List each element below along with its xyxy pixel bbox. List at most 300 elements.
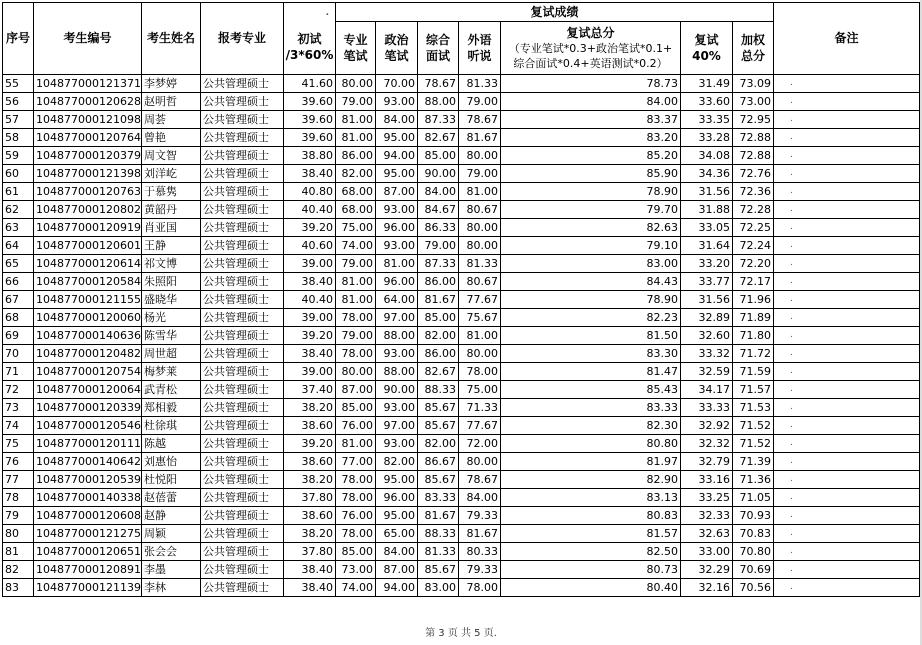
cell-pol: 93.00 <box>375 398 417 416</box>
cell-exam-no: 104877000120754 <box>34 362 142 380</box>
cell-exam-no: 104877000120891 <box>34 560 142 578</box>
cell-pol: 88.00 <box>375 362 417 380</box>
cell-weighted: 72.88 <box>732 128 773 146</box>
cell-pol: 70.00 <box>375 74 417 92</box>
cell-pol: 95.00 <box>375 164 417 182</box>
cell-pol: 96.00 <box>375 272 417 290</box>
cell-initial: 38.20 <box>283 524 335 542</box>
cell-initial: 40.60 <box>283 236 335 254</box>
cell-exam-no: 104877000121139 <box>34 578 142 596</box>
cell-comp: 82.00 <box>417 434 458 452</box>
cell-exam-no: 104877000120608 <box>34 506 142 524</box>
cell-pol: 95.00 <box>375 506 417 524</box>
cell-major: 公共管理硕士 <box>200 164 283 182</box>
cell-total: 83.37 <box>500 110 680 128</box>
cell-prof: 87.00 <box>335 380 375 398</box>
cell-weighted: 71.39 <box>732 452 773 470</box>
cell-prof: 85.00 <box>335 542 375 560</box>
cell-lang: 80.00 <box>458 218 500 236</box>
cell-remark: . <box>773 182 919 200</box>
cell-initial: 38.60 <box>283 416 335 434</box>
cell-pol: 94.00 <box>375 578 417 596</box>
cell-lang: 78.67 <box>458 110 500 128</box>
header-total-formula2: 综合面试*0.4+英语测试*0.2） <box>513 56 668 70</box>
table-row <box>3 110 920 128</box>
cell-lang: 78.00 <box>458 578 500 596</box>
cell-exam-no: 104877000121398 <box>34 164 142 182</box>
cell-remark: . <box>773 308 919 326</box>
cell-retest40: 32.89 <box>680 308 732 326</box>
cell-exam-no: 104877000140636 <box>34 326 142 344</box>
cell-weighted: 70.83 <box>732 524 773 542</box>
score-table <box>2 2 920 597</box>
cell-exam-no: 104877000120802 <box>34 200 142 218</box>
cell-prof: 82.00 <box>335 164 375 182</box>
header-weighted-line1: 加权 <box>740 32 765 47</box>
cell-retest40: 32.92 <box>680 416 732 434</box>
cell-prof: 68.00 <box>335 200 375 218</box>
cell-weighted: 73.00 <box>732 92 773 110</box>
cell-total: 83.33 <box>500 398 680 416</box>
header-initial-line1: 初试 <box>297 32 322 47</box>
cell-prof: 78.00 <box>335 344 375 362</box>
cell-retest40: 33.28 <box>680 128 732 146</box>
cell-seq: 70 <box>3 344 34 362</box>
cell-weighted: 71.57 <box>732 380 773 398</box>
cell-comp: 81.67 <box>417 290 458 308</box>
cell-remark: . <box>773 272 919 290</box>
table-row <box>3 470 920 488</box>
table-row <box>3 524 920 542</box>
cell-major: 公共管理硕士 <box>200 200 283 218</box>
cell-name: 陈越 <box>141 434 200 452</box>
cell-seq: 72 <box>3 380 34 398</box>
cell-remark: . <box>773 416 919 434</box>
table-row <box>3 434 920 452</box>
cell-total: 81.57 <box>500 524 680 542</box>
cell-initial: 38.40 <box>283 272 335 290</box>
header-weighted <box>732 21 773 74</box>
cell-name: 张会会 <box>141 542 200 560</box>
cell-pol: 65.00 <box>375 524 417 542</box>
cell-exam-no: 104877000120651 <box>34 542 142 560</box>
cell-seq: 60 <box>3 164 34 182</box>
cell-prof: 81.00 <box>335 434 375 452</box>
table-row <box>3 182 920 200</box>
cell-lang: 79.33 <box>458 560 500 578</box>
cell-exam-no: 104877000121275 <box>34 524 142 542</box>
cell-prof: 76.00 <box>335 506 375 524</box>
cell-name: 陈雪华 <box>141 326 200 344</box>
cell-comp: 84.00 <box>417 182 458 200</box>
cell-exam-no: 104877000121098 <box>34 110 142 128</box>
cell-remark: . <box>773 128 919 146</box>
cell-name: 李林 <box>141 578 200 596</box>
cell-name: 刘惠怡 <box>141 452 200 470</box>
cell-retest40: 32.29 <box>680 560 732 578</box>
cell-retest40: 33.32 <box>680 344 732 362</box>
cell-weighted: 71.72 <box>732 344 773 362</box>
cell-major: 公共管理硕士 <box>200 380 283 398</box>
cell-seq: 61 <box>3 182 34 200</box>
cell-weighted: 72.95 <box>732 110 773 128</box>
cell-lang: 77.67 <box>458 416 500 434</box>
cell-remark: . <box>773 236 919 254</box>
cell-total: 80.73 <box>500 560 680 578</box>
header-blank-mark: . <box>283 3 335 22</box>
cell-total: 83.00 <box>500 254 680 272</box>
cell-retest40: 33.35 <box>680 110 732 128</box>
cell-prof: 79.00 <box>335 92 375 110</box>
cell-major: 公共管理硕士 <box>200 290 283 308</box>
header-initial <box>283 21 335 74</box>
header-lang-line2: 听说 <box>467 48 492 63</box>
cell-comp: 88.33 <box>417 380 458 398</box>
cell-prof: 81.00 <box>335 128 375 146</box>
cell-seq: 80 <box>3 524 34 542</box>
cell-retest40: 32.63 <box>680 524 732 542</box>
cell-initial: 39.00 <box>283 254 335 272</box>
cell-seq: 76 <box>3 452 34 470</box>
page-footer: 第 3 页 共 5 页. <box>425 628 497 639</box>
cell-seq: 59 <box>3 146 34 164</box>
cell-major: 公共管理硕士 <box>200 128 283 146</box>
cell-retest40: 33.25 <box>680 488 732 506</box>
cell-name: 赵明哲 <box>141 92 200 110</box>
header-retest40-line2: 40% <box>692 48 721 63</box>
cell-remark: . <box>773 326 919 344</box>
cell-pol: 97.00 <box>375 416 417 434</box>
cell-prof: 68.00 <box>335 182 375 200</box>
cell-retest40: 32.16 <box>680 578 732 596</box>
cell-pol: 87.00 <box>375 560 417 578</box>
cell-weighted: 71.52 <box>732 434 773 452</box>
cell-name: 梅梦莱 <box>141 362 200 380</box>
cell-weighted: 71.89 <box>732 308 773 326</box>
header-pol-line1: 政治 <box>384 32 409 47</box>
table-row <box>3 362 920 380</box>
cell-comp: 85.00 <box>417 146 458 164</box>
cell-seq: 67 <box>3 290 34 308</box>
table-row <box>3 506 920 524</box>
cell-major: 公共管理硕士 <box>200 488 283 506</box>
cell-initial: 39.20 <box>283 326 335 344</box>
cell-seq: 56 <box>3 92 34 110</box>
cell-initial: 39.00 <box>283 308 335 326</box>
header-comp-line2: 面试 <box>425 48 450 63</box>
cell-remark: . <box>773 164 919 182</box>
cell-comp: 87.33 <box>417 110 458 128</box>
cell-lang: 80.33 <box>458 542 500 560</box>
cell-major: 公共管理硕士 <box>200 542 283 560</box>
cell-seq: 78 <box>3 488 34 506</box>
cell-name: 周颖 <box>141 524 200 542</box>
cell-initial: 37.40 <box>283 380 335 398</box>
cell-pol: 93.00 <box>375 344 417 362</box>
cell-major: 公共管理硕士 <box>200 92 283 110</box>
header-weighted-line2: 总分 <box>740 48 765 63</box>
cell-prof: 79.00 <box>335 254 375 272</box>
cell-retest40: 31.49 <box>680 74 732 92</box>
table-row <box>3 488 920 506</box>
cell-lang: 75.67 <box>458 308 500 326</box>
cell-comp: 85.67 <box>417 398 458 416</box>
cell-retest40: 31.88 <box>680 200 732 218</box>
cell-lang: 72.00 <box>458 434 500 452</box>
cell-lang: 80.00 <box>458 344 500 362</box>
header-name: 考生姓名 <box>141 3 200 75</box>
cell-remark: . <box>773 254 919 272</box>
cell-weighted: 72.36 <box>732 182 773 200</box>
cell-total: 82.30 <box>500 416 680 434</box>
cell-total: 78.73 <box>500 74 680 92</box>
cell-seq: 55 <box>3 74 34 92</box>
table-row <box>3 308 920 326</box>
cell-exam-no: 104877000120482 <box>34 344 142 362</box>
cell-initial: 38.40 <box>283 164 335 182</box>
cell-lang: 81.67 <box>458 128 500 146</box>
cell-seq: 75 <box>3 434 34 452</box>
cell-retest40: 34.36 <box>680 164 732 182</box>
table-row <box>3 542 920 560</box>
header-prof <box>335 21 375 74</box>
cell-name: 黄韶丹 <box>141 200 200 218</box>
cell-exam-no: 104877000120628 <box>34 92 142 110</box>
cell-total: 81.97 <box>500 452 680 470</box>
cell-seq: 83 <box>3 578 34 596</box>
cell-total: 79.70 <box>500 200 680 218</box>
cell-exam-no: 104877000120111 <box>34 434 142 452</box>
cell-comp: 85.67 <box>417 416 458 434</box>
cell-initial: 39.20 <box>283 218 335 236</box>
cell-prof: 85.00 <box>335 398 375 416</box>
cell-name: 郑相毅 <box>141 398 200 416</box>
header-seq: 序号 <box>3 3 34 75</box>
cell-pol: 93.00 <box>375 434 417 452</box>
cell-weighted: 72.76 <box>732 164 773 182</box>
cell-total: 83.13 <box>500 488 680 506</box>
table-row <box>3 200 920 218</box>
cell-lang: 84.00 <box>458 488 500 506</box>
cell-weighted: 72.88 <box>732 146 773 164</box>
cell-lang: 80.67 <box>458 272 500 290</box>
cell-prof: 74.00 <box>335 236 375 254</box>
cell-exam-no: 104877000120539 <box>34 470 142 488</box>
cell-weighted: 70.56 <box>732 578 773 596</box>
cell-exam-no: 104877000120584 <box>34 272 142 290</box>
cell-lang: 80.00 <box>458 452 500 470</box>
cell-retest40: 33.77 <box>680 272 732 290</box>
cell-total: 85.43 <box>500 380 680 398</box>
cell-initial: 38.60 <box>283 506 335 524</box>
cell-initial: 40.80 <box>283 182 335 200</box>
cell-weighted: 71.05 <box>732 488 773 506</box>
cell-exam-no: 104877000120546 <box>34 416 142 434</box>
cell-weighted: 72.20 <box>732 254 773 272</box>
cell-total: 84.43 <box>500 272 680 290</box>
cell-lang: 77.67 <box>458 290 500 308</box>
cell-prof: 74.00 <box>335 578 375 596</box>
cell-seq: 77 <box>3 470 34 488</box>
cell-name: 李墨 <box>141 560 200 578</box>
table-row <box>3 128 920 146</box>
cell-remark: . <box>773 110 919 128</box>
header-total-formula1: （专业笔试*0.3+政治笔试*0.1+ <box>508 41 673 55</box>
cell-pol: 84.00 <box>375 110 417 128</box>
cell-major: 公共管理硕士 <box>200 470 283 488</box>
cell-remark: . <box>773 398 919 416</box>
cell-retest40: 33.00 <box>680 542 732 560</box>
header-prof-line1: 专业 <box>343 32 368 47</box>
cell-comp: 82.67 <box>417 362 458 380</box>
cell-remark: . <box>773 74 919 92</box>
header-pol <box>375 21 417 74</box>
cell-seq: 73 <box>3 398 34 416</box>
cell-name: 杜徐琪 <box>141 416 200 434</box>
cell-remark: . <box>773 218 919 236</box>
cell-total: 79.10 <box>500 236 680 254</box>
cell-major: 公共管理硕士 <box>200 506 283 524</box>
table-row <box>3 74 920 92</box>
cell-pol: 81.00 <box>375 254 417 272</box>
cell-prof: 78.00 <box>335 524 375 542</box>
header-lang <box>458 21 500 74</box>
cell-pol: 93.00 <box>375 92 417 110</box>
cell-lang: 81.00 <box>458 182 500 200</box>
cell-comp: 86.33 <box>417 218 458 236</box>
cell-pol: 93.00 <box>375 200 417 218</box>
cell-name: 曾艳 <box>141 128 200 146</box>
cell-pol: 96.00 <box>375 488 417 506</box>
cell-remark: . <box>773 380 919 398</box>
table-row <box>3 272 920 290</box>
cell-retest40: 32.79 <box>680 452 732 470</box>
cell-remark: . <box>773 362 919 380</box>
cell-seq: 79 <box>3 506 34 524</box>
cell-major: 公共管理硕士 <box>200 560 283 578</box>
cell-weighted: 71.80 <box>732 326 773 344</box>
cell-major: 公共管理硕士 <box>200 308 283 326</box>
cell-total: 81.50 <box>500 326 680 344</box>
cell-major: 公共管理硕士 <box>200 182 283 200</box>
cell-major: 公共管理硕士 <box>200 110 283 128</box>
cell-major: 公共管理硕士 <box>200 452 283 470</box>
cell-prof: 78.00 <box>335 488 375 506</box>
cell-initial: 40.40 <box>283 200 335 218</box>
cell-pol: 97.00 <box>375 308 417 326</box>
cell-remark: . <box>773 542 919 560</box>
cell-lang: 71.33 <box>458 398 500 416</box>
cell-total: 83.20 <box>500 128 680 146</box>
cell-total: 85.20 <box>500 146 680 164</box>
cell-initial: 38.20 <box>283 398 335 416</box>
cell-total: 81.47 <box>500 362 680 380</box>
cell-seq: 63 <box>3 218 34 236</box>
cell-lang: 78.00 <box>458 362 500 380</box>
cell-prof: 79.00 <box>335 326 375 344</box>
cell-exam-no: 104877000120064 <box>34 380 142 398</box>
cell-retest40: 31.56 <box>680 182 732 200</box>
cell-name: 朱照阳 <box>141 272 200 290</box>
cell-retest40: 32.33 <box>680 506 732 524</box>
cell-name: 刘洋屹 <box>141 164 200 182</box>
cell-comp: 86.67 <box>417 452 458 470</box>
cell-pol: 88.00 <box>375 326 417 344</box>
cell-initial: 39.60 <box>283 110 335 128</box>
cell-pol: 95.00 <box>375 470 417 488</box>
cell-weighted: 72.17 <box>732 272 773 290</box>
cell-name: 盛晓华 <box>141 290 200 308</box>
cell-prof: 78.00 <box>335 470 375 488</box>
cell-seq: 69 <box>3 326 34 344</box>
table-row <box>3 218 920 236</box>
cell-comp: 85.67 <box>417 470 458 488</box>
table-row <box>3 380 920 398</box>
cell-name: 杜悦阳 <box>141 470 200 488</box>
cell-retest40: 34.08 <box>680 146 732 164</box>
cell-seq: 71 <box>3 362 34 380</box>
table-row <box>3 92 920 110</box>
cell-initial: 40.40 <box>283 290 335 308</box>
cell-comp: 83.33 <box>417 488 458 506</box>
cell-weighted: 71.52 <box>732 416 773 434</box>
cell-name: 李梦婷 <box>141 74 200 92</box>
cell-comp: 86.00 <box>417 272 458 290</box>
cell-exam-no: 104877000140338 <box>34 488 142 506</box>
cell-initial: 37.80 <box>283 542 335 560</box>
cell-weighted: 71.96 <box>732 290 773 308</box>
cell-comp: 78.67 <box>417 74 458 92</box>
cell-name: 周文智 <box>141 146 200 164</box>
cell-seq: 66 <box>3 272 34 290</box>
cell-total: 83.30 <box>500 344 680 362</box>
cell-initial: 38.20 <box>283 470 335 488</box>
table-body <box>3 74 920 596</box>
cell-comp: 84.67 <box>417 200 458 218</box>
cell-weighted: 70.69 <box>732 560 773 578</box>
cell-name: 于慕隽 <box>141 182 200 200</box>
cell-prof: 78.00 <box>335 308 375 326</box>
cell-seq: 68 <box>3 308 34 326</box>
cell-remark: . <box>773 470 919 488</box>
cell-retest40: 33.20 <box>680 254 732 272</box>
cell-retest40: 33.60 <box>680 92 732 110</box>
cell-total: 80.80 <box>500 434 680 452</box>
cell-prof: 80.00 <box>335 362 375 380</box>
cell-prof: 80.00 <box>335 74 375 92</box>
cell-pol: 90.00 <box>375 380 417 398</box>
cell-total: 80.83 <box>500 506 680 524</box>
cell-exam-no: 104877000120764 <box>34 128 142 146</box>
cell-name: 杨光 <box>141 308 200 326</box>
cell-major: 公共管理硕士 <box>200 362 283 380</box>
cell-initial: 41.60 <box>283 74 335 92</box>
header-major: 报考专业 <box>200 3 283 75</box>
cell-weighted: 70.80 <box>732 542 773 560</box>
cell-lang: 81.00 <box>458 326 500 344</box>
cell-major: 公共管理硕士 <box>200 146 283 164</box>
cell-prof: 81.00 <box>335 110 375 128</box>
cell-lang: 81.67 <box>458 524 500 542</box>
cell-exam-no: 104877000120763 <box>34 182 142 200</box>
cell-prof: 81.00 <box>335 272 375 290</box>
cell-major: 公共管理硕士 <box>200 344 283 362</box>
cell-retest40: 31.64 <box>680 236 732 254</box>
table-row <box>3 416 920 434</box>
cell-weighted: 71.53 <box>732 398 773 416</box>
cell-retest40: 32.60 <box>680 326 732 344</box>
cell-remark: . <box>773 524 919 542</box>
